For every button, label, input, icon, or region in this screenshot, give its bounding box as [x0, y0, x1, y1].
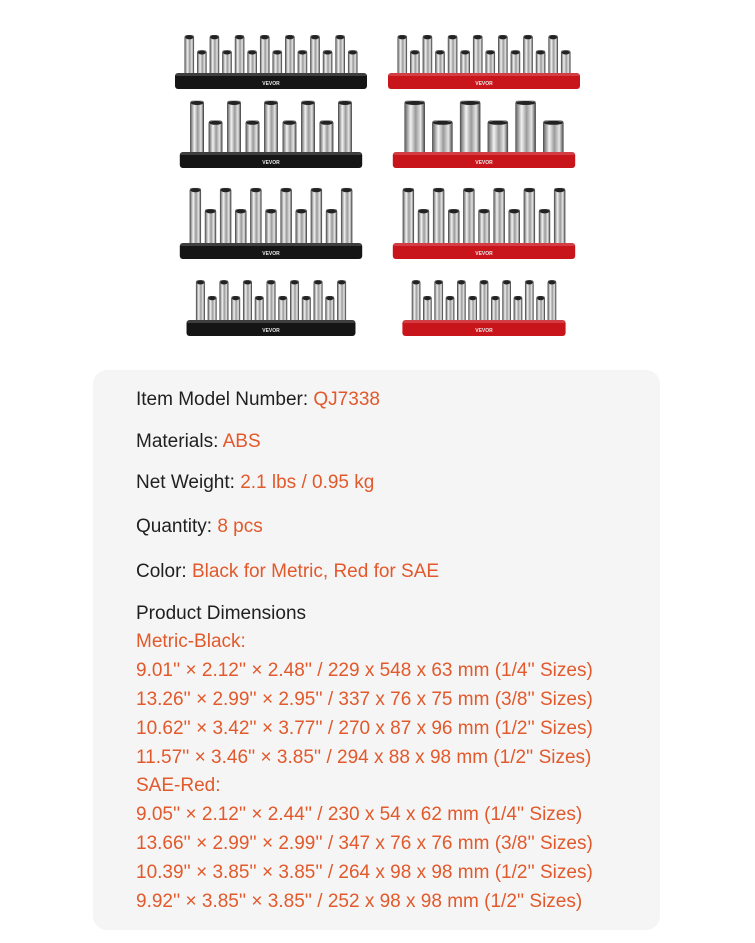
socket-rail-black-1	[175, 35, 367, 89]
socket	[498, 35, 507, 79]
vevor-logo: VEVOR	[262, 81, 280, 87]
socket-opening	[549, 35, 557, 39]
socket	[448, 35, 457, 79]
socket-opening	[349, 50, 357, 54]
socket-opening	[327, 209, 337, 213]
socket-rail-black-3	[180, 188, 362, 259]
vevor-logo: VEVOR	[475, 160, 493, 166]
socket	[412, 280, 420, 326]
socket-rail-red-1	[388, 35, 580, 89]
sae-title: SAE-Red:	[136, 775, 221, 796]
socket-opening	[339, 101, 351, 105]
socket	[524, 188, 535, 249]
socket	[243, 280, 251, 326]
socket-rail-black-2	[180, 101, 362, 168]
socket-opening	[436, 50, 444, 54]
socket-opening	[261, 35, 269, 39]
socket	[525, 280, 533, 326]
socket	[227, 101, 240, 158]
socket-rail-black-4	[187, 280, 356, 336]
socket-opening	[248, 50, 256, 54]
socket-opening	[208, 296, 215, 300]
socket	[503, 280, 511, 326]
socket	[405, 101, 425, 158]
net-weight-row	[136, 471, 374, 495]
socket-opening	[314, 280, 321, 284]
socket-opening	[461, 50, 469, 54]
socket-opening	[461, 101, 480, 105]
socket-opening	[191, 101, 203, 105]
sae-dimension-1: 9.05'' × 2.12'' × 2.44'' / 230 x 54 x 62 mm (1/4'' Sizes)	[136, 804, 583, 825]
socket-opening	[419, 209, 429, 213]
socket-opening	[296, 209, 306, 213]
product-image	[170, 22, 590, 342]
socket-opening	[236, 209, 246, 213]
socket	[341, 188, 352, 249]
socket	[235, 35, 244, 79]
socket-opening	[480, 280, 487, 284]
socket-opening	[228, 101, 240, 105]
socket	[220, 280, 228, 326]
socket-opening	[236, 35, 244, 39]
sae-dimension-2: 13.66'' × 2.99'' × 2.99'' / 347 x 76 x 76 mm (3/8'' Sizes)	[136, 833, 593, 854]
vevor-logo: VEVOR	[262, 251, 280, 257]
net-weight-value: 2.1 lbs / 0.95 kg	[240, 472, 375, 493]
socket-opening	[303, 296, 310, 300]
socket-opening	[311, 35, 319, 39]
socket-opening	[220, 280, 227, 284]
socket-opening	[509, 209, 519, 213]
socket-opening	[511, 50, 519, 54]
socket	[190, 101, 203, 158]
metric-dimension-4: 11.57'' × 3.46'' × 3.85'' / 294 x 88 x 98 mm (1/2'' Sizes)	[136, 747, 592, 768]
socket-opening	[516, 101, 535, 105]
socket	[250, 188, 261, 249]
socket-opening	[311, 188, 321, 192]
socket-opening	[281, 188, 291, 192]
socket-opening	[273, 50, 281, 54]
socket-opening	[435, 280, 442, 284]
socket	[310, 35, 319, 79]
model-number-label: Item Model Number:	[136, 389, 314, 410]
socket	[336, 35, 345, 79]
socket	[494, 188, 505, 249]
socket-opening	[514, 296, 521, 300]
vevor-logo: VEVOR	[475, 251, 493, 257]
socket-opening	[537, 50, 545, 54]
socket	[190, 188, 201, 249]
metric-dimension-3: 10.62'' × 3.42'' × 3.77'' / 270 x 87 x 96 mm (1/2'' Sizes)	[136, 718, 593, 739]
socket-opening	[197, 280, 204, 284]
socket-opening	[210, 35, 218, 39]
socket	[460, 101, 480, 158]
socket-opening	[494, 188, 504, 192]
socket-opening	[185, 35, 193, 39]
socket	[473, 35, 482, 79]
socket-opening	[537, 296, 544, 300]
socket-opening	[458, 280, 465, 284]
socket	[549, 35, 558, 79]
socket	[423, 35, 432, 79]
quantity-row	[136, 515, 263, 539]
socket	[196, 280, 204, 326]
socket-opening	[488, 121, 507, 125]
socket-opening	[555, 188, 565, 192]
materials-value: ABS	[222, 431, 261, 452]
socket-opening	[446, 296, 453, 300]
socket-rail-red-3	[393, 188, 575, 259]
socket	[548, 280, 556, 326]
socket-opening	[291, 280, 298, 284]
socket-opening	[221, 188, 231, 192]
socket-opening	[503, 280, 510, 284]
socket	[281, 188, 292, 249]
vevor-logo: VEVOR	[475, 328, 493, 334]
socket-opening	[283, 121, 295, 125]
quantity-label: Quantity:	[136, 516, 218, 537]
spec-card	[93, 370, 660, 930]
socket	[301, 101, 314, 158]
model-number-row	[136, 388, 380, 412]
socket-opening	[474, 35, 482, 39]
socket	[260, 35, 269, 79]
socket-opening	[338, 280, 345, 284]
metric-title: Metric-Black:	[136, 631, 246, 652]
model-number-value: QJ7338	[313, 389, 380, 410]
socket-opening	[298, 50, 306, 54]
socket-opening	[548, 280, 555, 284]
socket-opening	[524, 35, 532, 39]
materials-row	[136, 430, 261, 454]
socket-opening	[190, 188, 200, 192]
socket-opening	[449, 209, 459, 213]
socket	[457, 280, 465, 326]
socket	[523, 35, 532, 79]
rail-highlight	[187, 320, 356, 323]
socket-opening	[524, 188, 534, 192]
socket	[285, 35, 294, 79]
socket-opening	[336, 35, 344, 39]
socket	[554, 188, 565, 249]
socket-opening	[223, 50, 231, 54]
socket-opening	[279, 296, 286, 300]
socket-opening	[324, 50, 332, 54]
metric-dimension-2: 13.26'' × 2.99'' × 2.95'' / 337 x 76 x 75 mm (3/8'' Sizes)	[136, 689, 593, 710]
materials-label: Materials:	[136, 431, 223, 452]
socket	[403, 188, 414, 249]
rail-highlight	[175, 73, 367, 76]
socket-opening	[423, 35, 431, 39]
rail-highlight	[393, 152, 575, 155]
socket-opening	[206, 209, 216, 213]
socket-rail-red-2	[393, 101, 575, 168]
socket-opening	[464, 188, 474, 192]
socket	[337, 280, 345, 326]
socket-opening	[469, 296, 476, 300]
socket-opening	[246, 121, 258, 125]
socket-opening	[265, 101, 277, 105]
socket-opening	[499, 35, 507, 39]
socket-opening	[562, 50, 570, 54]
socket-rail-red-4	[402, 280, 565, 336]
color-label: Color:	[136, 561, 192, 582]
socket-opening	[209, 121, 221, 125]
socket	[338, 101, 351, 158]
socket	[314, 280, 322, 326]
socket-opening	[198, 50, 206, 54]
socket-opening	[244, 280, 251, 284]
vevor-logo: VEVOR	[262, 328, 280, 334]
socket	[435, 280, 443, 326]
rail-highlight	[388, 73, 580, 76]
vevor-logo: VEVOR	[475, 81, 493, 87]
socket	[267, 280, 275, 326]
socket	[210, 35, 219, 79]
socket-opening	[434, 188, 444, 192]
socket-opening	[302, 101, 314, 105]
socket-opening	[405, 101, 424, 105]
socket-opening	[266, 209, 276, 213]
rail-highlight	[180, 152, 362, 155]
rail-highlight	[393, 243, 575, 246]
socket-opening	[403, 188, 413, 192]
net-weight-label: Net Weight:	[136, 472, 241, 493]
socket	[480, 280, 488, 326]
socket	[220, 188, 231, 249]
socket-opening	[412, 280, 419, 284]
socket-opening	[479, 209, 489, 213]
socket-opening	[255, 296, 262, 300]
quantity-value: 8 pcs	[217, 516, 263, 537]
socket-opening	[526, 280, 533, 284]
vevor-logo: VEVOR	[262, 160, 280, 166]
socket-opening	[449, 35, 457, 39]
color-row	[136, 560, 439, 584]
socket-opening	[267, 280, 274, 284]
socket-opening	[232, 296, 239, 300]
socket-opening	[411, 50, 419, 54]
sae-dimension-3: 10.39'' × 3.85'' × 3.85'' / 264 x 98 x 98 mm (1/2'' Sizes)	[136, 862, 593, 883]
socket-opening	[342, 188, 352, 192]
socket-opening	[320, 121, 332, 125]
socket	[516, 101, 536, 158]
socket-opening	[544, 121, 563, 125]
rail-highlight	[180, 243, 362, 246]
socket	[311, 188, 322, 249]
socket-opening	[251, 188, 261, 192]
color-value: Black for Metric, Red for SAE	[191, 561, 440, 582]
socket	[433, 188, 444, 249]
socket-opening	[540, 209, 550, 213]
socket-opening	[492, 296, 499, 300]
socket	[463, 188, 474, 249]
socket	[185, 35, 194, 79]
dimensions-heading: Product Dimensions	[136, 603, 307, 624]
rail-highlight	[402, 320, 565, 323]
socket-opening	[398, 35, 406, 39]
socket	[398, 35, 407, 79]
socket	[290, 280, 298, 326]
socket-opening	[326, 296, 333, 300]
metric-dimension-1: 9.01'' × 2.12'' × 2.48'' / 229 x 548 x 63 mm (1/4'' Sizes)	[136, 660, 593, 681]
socket-opening	[424, 296, 431, 300]
sae-dimension-4: 9.92'' × 3.85'' × 3.85'' / 252 x 98 x 98 mm (1/2'' Sizes)	[136, 891, 583, 912]
socket-opening	[286, 35, 294, 39]
socket	[264, 101, 277, 158]
socket-opening	[433, 121, 452, 125]
socket-opening	[486, 50, 494, 54]
